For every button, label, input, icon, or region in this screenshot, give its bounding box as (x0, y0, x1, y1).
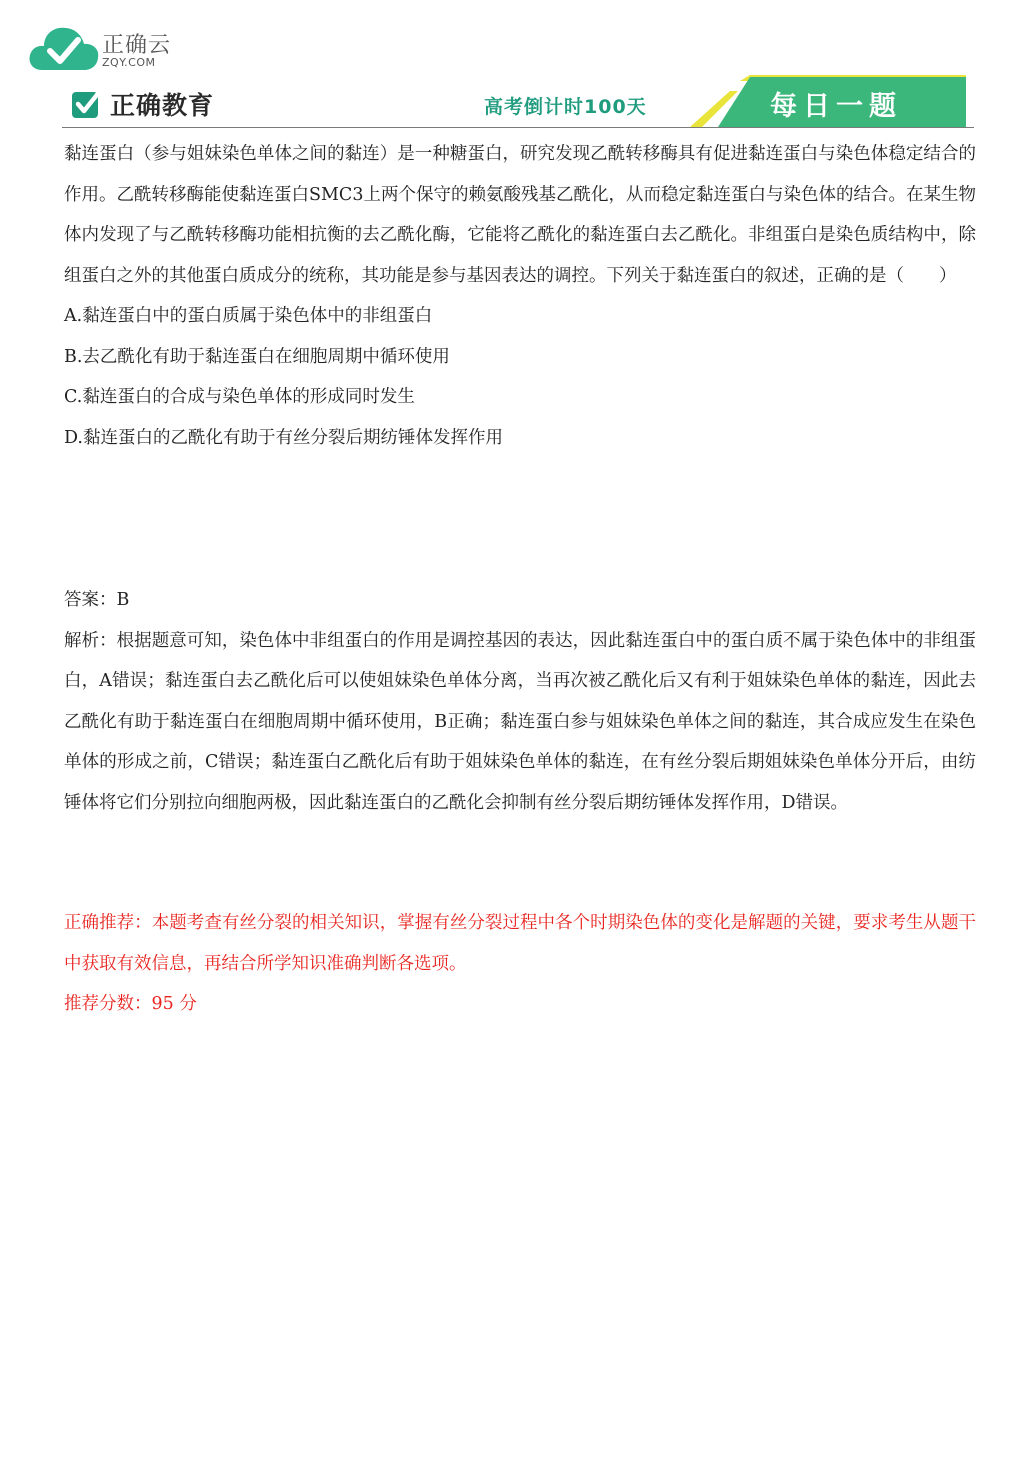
question-stem: 黏连蛋白（参与姐妹染色单体之间的黏连）是一种糖蛋白，研究发现乙酰转移酶具有促进黏连蛋白与染色体稳定结合的作用。乙酰转移酶能使黏连蛋白SMC3上两个保守的赖氨酸残基乙酰化，从而稳定黏连蛋白与染色体的结合。在某生物体内发现了与乙酰转移酶功能相抗衡的去乙酰化酶，它能将乙酰化的黏连蛋白去乙酰化。非组蛋白是染色质结构中，除组蛋白之外的其他蛋白质成分的统称，其功能是参与基因表达的调控。下列关于黏连蛋白的叙述，正确的是（ ） (64, 144, 976, 286)
countdown-label: 高考倒计时100天 (484, 96, 647, 118)
option-b: B.去乙酰化有助于黏连蛋白在细胞周期中循环使用 (64, 346, 450, 367)
option-c: C.黏连蛋白的合成与染色单体的形成同时发生 (64, 387, 415, 407)
header-divider (62, 127, 974, 128)
recommend-score: 推荐分数：95 分 (64, 994, 197, 1014)
site-logo (28, 22, 228, 76)
analysis-text: 解析：根据题意可知，染色体中非组蛋白的作用是调控基因的表达，因此黏连蛋白中的蛋白质不属于染色体中的非组蛋白，A错误；黏连蛋白去乙酰化后可以使姐妹染色单体分离，当再次被乙酰化后又有利于姐妹染色单体的黏连，因此去乙酰化有助于黏连蛋白在细胞周期中循环使用，B正确；黏连蛋白参与姐妹染色单体之间的黏连，其合成应发生在染色单体的形成之前，C错误；黏连蛋白乙酰化后有助于姐妹染色单体的黏连，在有丝分裂后期姐妹染色单体分开后，由纺锤体将它们分别拉向细胞两极，因此黏连蛋白的乙酰化会抑制有丝分裂后期纺锤体发挥作用，D错误。 (64, 630, 976, 813)
answer-section (64, 580, 976, 823)
option-a: A.黏连蛋白中的蛋白质属于染色体中的非组蛋白 (64, 306, 433, 326)
question-section (64, 134, 976, 458)
banner-title: 每日一题 (770, 91, 902, 122)
brand-title (70, 86, 214, 122)
cloud-check-icon (28, 22, 100, 72)
option-d: D.黏连蛋白的乙酰化有助于有丝分裂后期纺锤体发挥作用 (64, 427, 503, 448)
checkbox-icon (70, 88, 102, 120)
brand-name: 正确教育 (110, 91, 215, 120)
option-list (64, 296, 976, 458)
answer-line: 答案：B (64, 590, 130, 610)
logo-chinese-name: 正确云 (102, 33, 172, 58)
recommendation-text: 正确推荐：本题考查有丝分裂的相关知识，掌握有丝分裂过程中各个时期染色体的变化是解题的关键，要求考生从题干中获取有效信息，再结合所学知识准确判断各选项。 (64, 913, 976, 974)
recommendation-section (64, 903, 976, 1025)
logo-domain: ZQY.COM (102, 56, 156, 69)
